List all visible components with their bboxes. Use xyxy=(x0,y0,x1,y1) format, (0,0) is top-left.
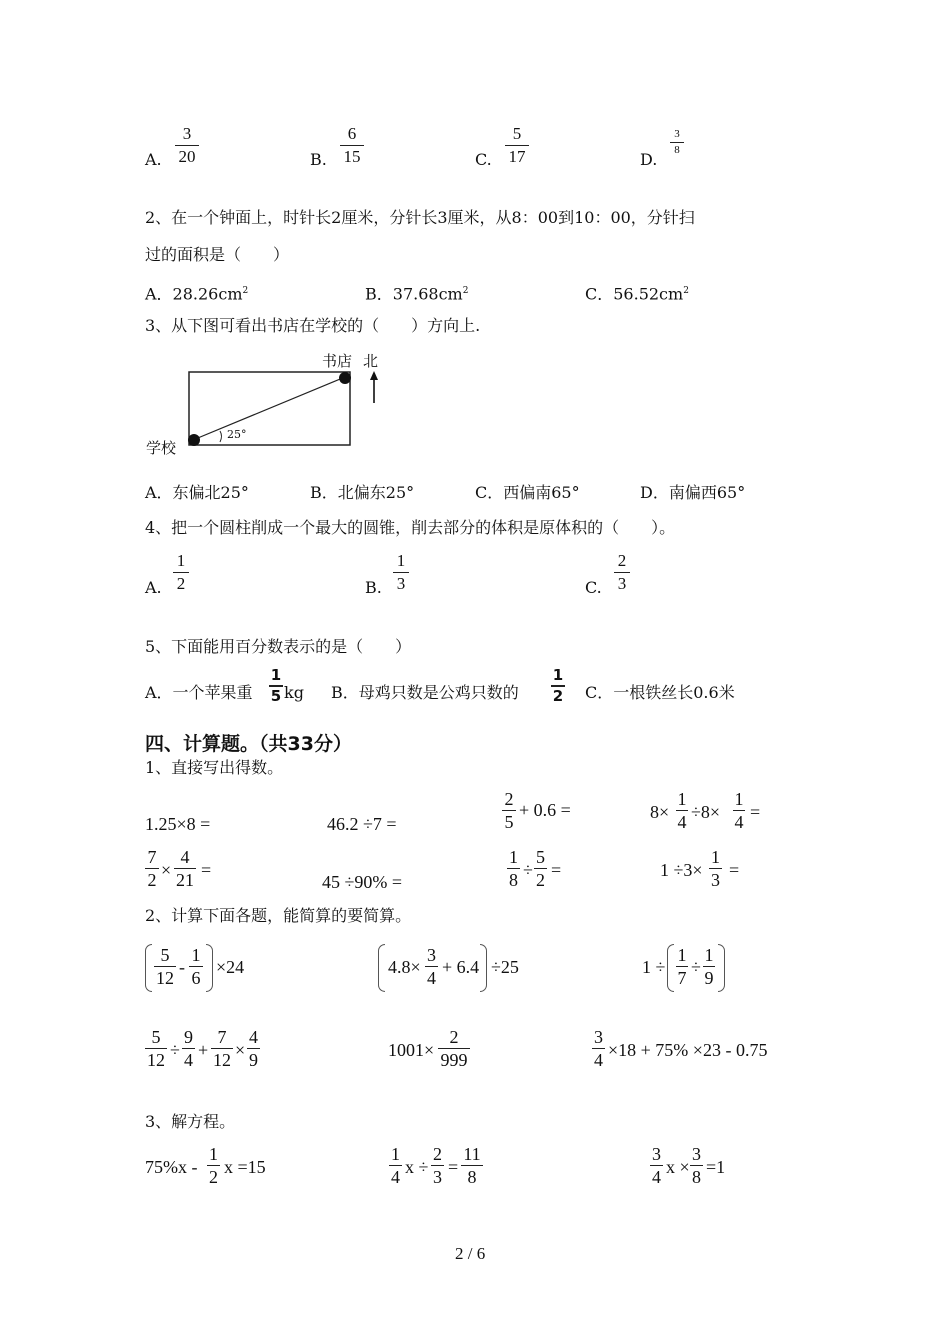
option-label: C. xyxy=(475,150,492,169)
school-dot xyxy=(188,434,200,446)
fraction: 5 17 xyxy=(505,124,529,167)
left-paren xyxy=(145,944,152,992)
q5-option-b-text: B．母鸡只数是公鸡只数的 xyxy=(331,683,519,702)
q2-option-a: A．$28.26cm^2$ xyxy=(145,284,249,304)
left-paren xyxy=(667,944,674,992)
fraction: 2 3 xyxy=(433,1144,442,1187)
fraction: 1 7 xyxy=(677,945,687,988)
fraction: 5 12 xyxy=(147,1027,165,1070)
option-label: C. xyxy=(585,578,602,597)
right-paren xyxy=(718,944,725,992)
q5-option-b-fraction: 1 2 xyxy=(552,666,564,705)
section-heading: 四、计算题。（共33分） xyxy=(145,733,352,755)
fraction: 4 21 xyxy=(176,847,194,890)
fraction: 3 20 xyxy=(175,124,199,167)
right-paren xyxy=(480,944,487,992)
fraction: 3 4 xyxy=(427,945,436,988)
subsection-2-title: 2、计算下面各题，能简算的要简算。 xyxy=(145,906,412,925)
question-4-text: 4、把一个圆柱削成一个最大的圆锥，削去部分的体积是原体积的（ ）。 xyxy=(145,518,676,537)
fraction: 4 9 xyxy=(249,1027,258,1070)
q3-option-d: D．南偏西65° xyxy=(640,483,746,502)
fraction: 2 999 xyxy=(438,1027,470,1070)
left-paren xyxy=(378,944,385,992)
fraction: 7 12 xyxy=(213,1027,231,1070)
fraction: 11 8 xyxy=(461,1144,483,1187)
page-number: 2 / 6 xyxy=(455,1244,486,1263)
fraction: 1 3 xyxy=(393,551,409,594)
q3-option-c: C．西偏南65° xyxy=(475,483,580,502)
fraction: 5 12 xyxy=(156,945,174,988)
fraction: 2 5 xyxy=(502,789,516,832)
fraction: 3 4 xyxy=(594,1027,603,1070)
option-label: A. xyxy=(145,150,162,169)
option-label: D. xyxy=(640,150,658,169)
expr-1: 1.25×8 = xyxy=(145,814,211,834)
q2-option-b: B．$37.68cm^2$ xyxy=(365,284,469,304)
fraction: 1 2 xyxy=(173,551,189,594)
q5-option-a-text: A．一个苹果重 xyxy=(145,683,253,702)
fraction: 5 2 xyxy=(536,847,545,890)
option-label: A. xyxy=(145,578,162,597)
question-2-line2: 过的面积是（ ） xyxy=(145,245,290,264)
question-3-text: 3、从下图可看出书店在学校的（ ）方向上. xyxy=(145,316,481,335)
q5-option-c: C．一根铁丝长0.6米 xyxy=(585,683,735,702)
fraction: 1 9 xyxy=(704,945,714,988)
arrow-head-icon xyxy=(370,371,378,380)
north-label: 北 xyxy=(363,352,379,370)
right-paren xyxy=(206,944,213,992)
diagram-svg xyxy=(140,345,400,465)
fraction: 9 4 xyxy=(184,1027,193,1070)
fraction: 3 8 xyxy=(670,128,684,157)
fraction: 3 8 xyxy=(692,1144,701,1187)
subsection-1-title: 1、直接写出得数。 xyxy=(145,758,284,777)
fraction: 1 3 xyxy=(711,847,720,890)
fraction: 7 2 xyxy=(145,847,159,890)
q2-option-c: C．$56.52cm^2$ xyxy=(585,284,689,304)
bookstore-label: 书店 xyxy=(322,352,353,370)
q3-option-b: B．北偏东25° xyxy=(310,483,415,502)
q3-option-a: A．东偏北25° xyxy=(145,483,249,502)
question-5-text: 5、下面能用百分数表示的是（ ） xyxy=(145,637,412,656)
question-2-line1: 2、在一个钟面上，时针长2厘米，分针长3厘米，从8：00到10：00，分针扫 xyxy=(145,208,695,227)
fraction: 3 4 xyxy=(652,1144,661,1187)
angle-label: 25° xyxy=(227,428,247,441)
school-to-bookstore-line xyxy=(193,377,345,440)
subsection-3-title: 3、解方程。 xyxy=(145,1112,236,1131)
q5-option-a-fraction: 1 5 xyxy=(270,666,282,705)
expr-6: 45 ÷90% = xyxy=(322,872,403,892)
option-label: B. xyxy=(310,150,327,169)
fraction: 2 3 xyxy=(614,551,630,594)
fraction: 1 4 xyxy=(677,789,687,832)
fraction: 1 8 xyxy=(509,847,518,890)
fraction: 1 4 xyxy=(734,789,744,832)
bookstore-dot xyxy=(339,372,351,384)
angle-arc xyxy=(220,431,222,442)
direction-diagram xyxy=(140,345,400,465)
fraction: 1 6 xyxy=(189,945,203,988)
q5-option-a-unit: kg xyxy=(284,683,304,702)
fraction: 1 4 xyxy=(391,1144,400,1187)
option-label: B. xyxy=(365,578,382,597)
fraction: 1 2 xyxy=(209,1144,218,1187)
expr-2: 46.2 ÷7 = xyxy=(327,814,397,834)
school-label: 学校 xyxy=(146,439,177,457)
fraction: 6 15 xyxy=(340,124,364,167)
